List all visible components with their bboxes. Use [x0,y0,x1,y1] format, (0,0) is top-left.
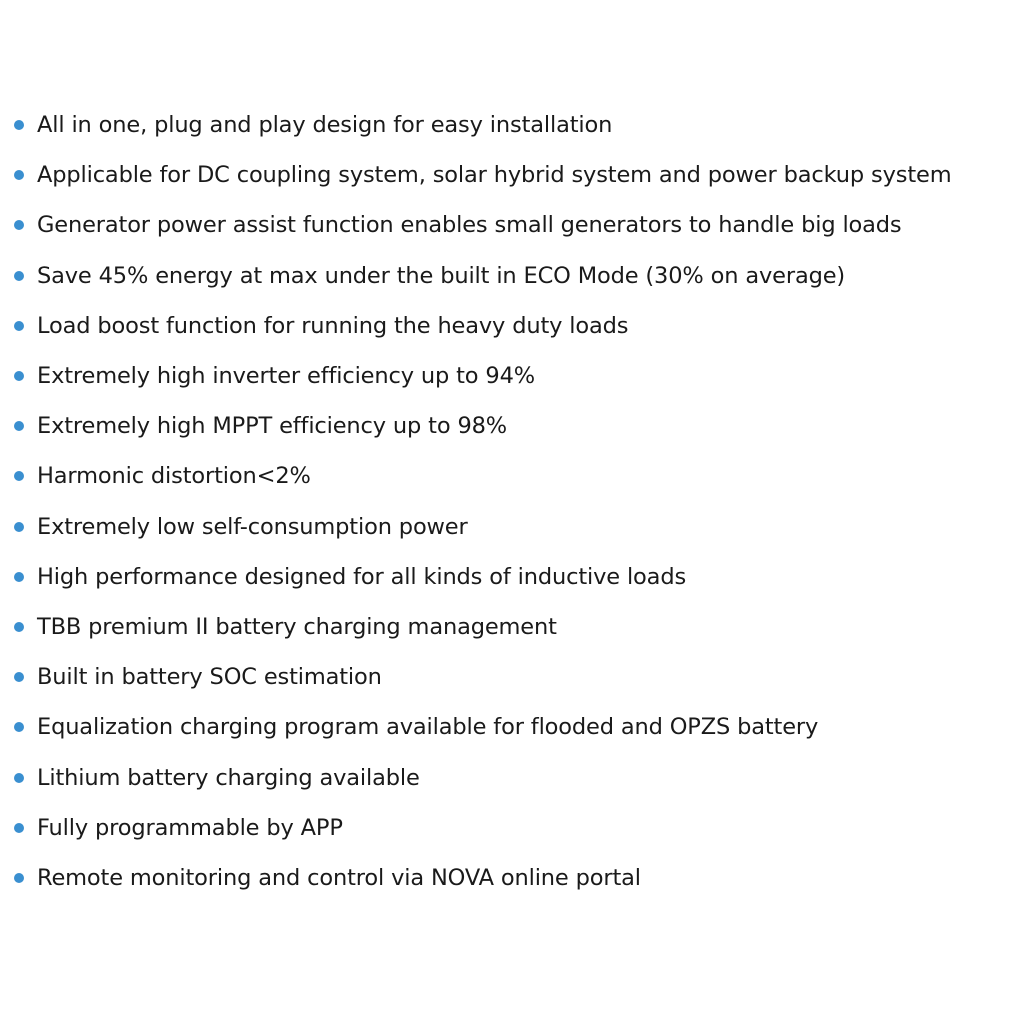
feature-item [0,752,1024,802]
bullet-icon [14,321,24,331]
feature-text: Extremely high MPPT efficiency up to 98% [37,413,508,440]
bullet-icon [14,672,24,682]
bullet-icon [14,220,24,230]
feature-text: TBB premium II battery charging management [37,613,557,640]
feature-text: Applicable for DC coupling system, solar hybrid system and power backup system [37,162,952,189]
bullet-icon [14,271,24,281]
feature-text: Extremely high inverter efficiency up to 94% [37,363,535,390]
bullet-icon [14,170,24,180]
bullet-icon [14,120,24,130]
feature-item [0,853,1024,903]
bullet-icon [14,622,24,632]
feature-text: Generator power assist function enables small generators to handle big loads [37,212,902,239]
bullet-icon [14,421,24,431]
feature-item [0,552,1024,602]
feature-text: Remote monitoring and control via NOVA online portal [37,864,641,891]
feature-item [0,150,1024,200]
feature-text: All in one, plug and play design for easy installation [37,112,613,139]
bullet-icon [14,522,24,532]
feature-text: Lithium battery charging available [37,764,420,791]
feature-item [0,451,1024,501]
bullet-icon [14,371,24,381]
feature-text: Harmonic distortion<2% [37,463,311,490]
feature-item [0,401,1024,451]
bullet-icon [14,823,24,833]
feature-text: Extremely low self-consumption power [37,513,468,540]
bullet-icon [14,471,24,481]
feature-item [0,251,1024,301]
feature-text: Built in battery SOC estimation [37,664,382,691]
feature-item [0,351,1024,401]
feature-text: Equalization charging program available for flooded and OPZS battery [37,714,819,741]
feature-item [0,200,1024,250]
feature-text: Save 45% energy at max under the built in ECO Mode (30% on average) [37,262,846,289]
feature-list [0,100,1024,903]
feature-item [0,652,1024,702]
feature-item [0,502,1024,552]
feature-text: Fully programmable by APP [37,814,343,841]
feature-item [0,702,1024,752]
feature-text: High performance designed for all kinds of inductive loads [37,563,687,590]
feature-item [0,602,1024,652]
bullet-icon [14,572,24,582]
bullet-icon [14,873,24,883]
bullet-icon [14,722,24,732]
feature-item [0,803,1024,853]
bullet-icon [14,773,24,783]
feature-text: Load boost function for running the heavy duty loads [37,312,629,339]
feature-item [0,301,1024,351]
feature-item [0,100,1024,150]
